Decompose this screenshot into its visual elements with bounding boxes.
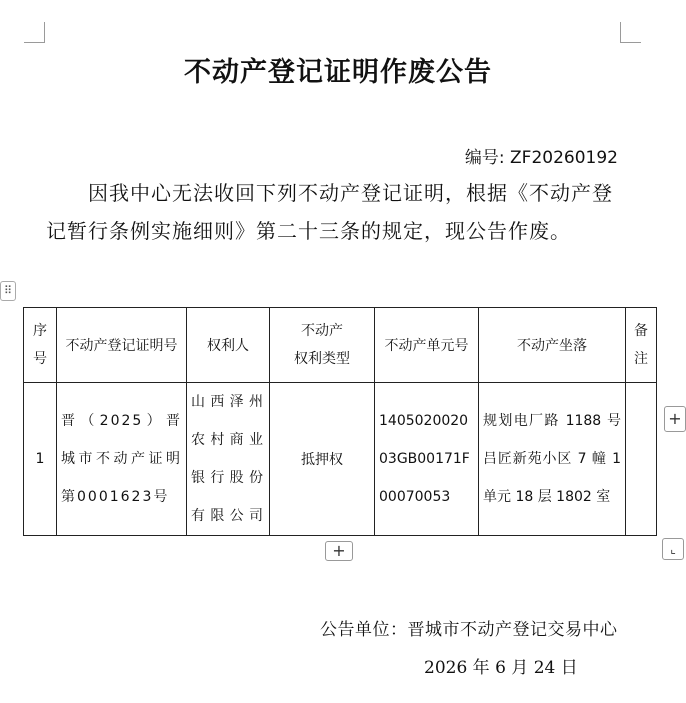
cell-location bbox=[479, 383, 626, 536]
cell-location-text: 规划电厂路 1188 号吕匠新苑小区 7 幢 1 单元 18 层 1802 室 bbox=[483, 413, 621, 505]
header-right-type-line2: 权利类型 bbox=[294, 351, 350, 367]
header-location: 不动产坐落 bbox=[479, 308, 626, 383]
header-unit-no: 不动产单元号 bbox=[375, 308, 479, 383]
cell-holder bbox=[187, 383, 270, 536]
add-row-button[interactable]: + bbox=[325, 541, 353, 561]
cell-cert-no bbox=[57, 383, 187, 536]
cell-seq: 1 bbox=[24, 383, 57, 536]
header-seq-line1: 序 bbox=[33, 323, 47, 339]
cell-unit-no-text: 140502002003GB00171F00070053 bbox=[379, 413, 470, 505]
cell-unit-no bbox=[375, 383, 479, 536]
cell-right-type: 抵押权 bbox=[270, 383, 375, 536]
page-corner-mark-top-right bbox=[620, 22, 641, 43]
header-remark bbox=[626, 308, 657, 383]
cell-cert-no-text: 晋（2025）晋城市不动产证明第0001623号 bbox=[61, 413, 182, 505]
table-header-row bbox=[24, 308, 657, 383]
header-seq-line2: 号 bbox=[33, 351, 47, 367]
header-right-type-line1: 不动产 bbox=[301, 323, 343, 339]
voided-certificates-table bbox=[23, 307, 657, 536]
cell-holder-text: 山西泽州农村商业银行股份有限公司 bbox=[191, 394, 265, 524]
header-holder: 权利人 bbox=[187, 308, 270, 383]
notice-title: 不动产登记证明作废公告 bbox=[184, 57, 492, 88]
table-resize-handle-icon[interactable]: ⌞ bbox=[662, 538, 684, 560]
header-remark-line2: 注 bbox=[634, 351, 648, 367]
table-row bbox=[24, 383, 657, 536]
header-cert-no: 不动产登记证明号 bbox=[57, 308, 187, 383]
cell-remark bbox=[626, 383, 657, 536]
header-right-type bbox=[270, 308, 375, 383]
add-column-button[interactable]: + bbox=[664, 406, 686, 432]
document-number: 编号: ZF20260192 bbox=[464, 148, 618, 168]
notice-intro-paragraph: 因我中心无法收回下列不动产登记证明，根据《不动产登记暂行条例实施细则》第二十三条的规定，现公告作废。 bbox=[46, 181, 613, 243]
page-corner-mark-top-left bbox=[24, 22, 45, 43]
table-move-handle-icon[interactable]: ⠿ bbox=[0, 281, 16, 301]
notice-date: 2026 年 6 月 24 日 bbox=[424, 658, 578, 678]
issuing-unit: 公告单位：晋城市不动产登记交易中心 bbox=[320, 620, 618, 640]
header-remark-line1: 备 bbox=[634, 323, 648, 339]
header-seq bbox=[24, 308, 57, 383]
